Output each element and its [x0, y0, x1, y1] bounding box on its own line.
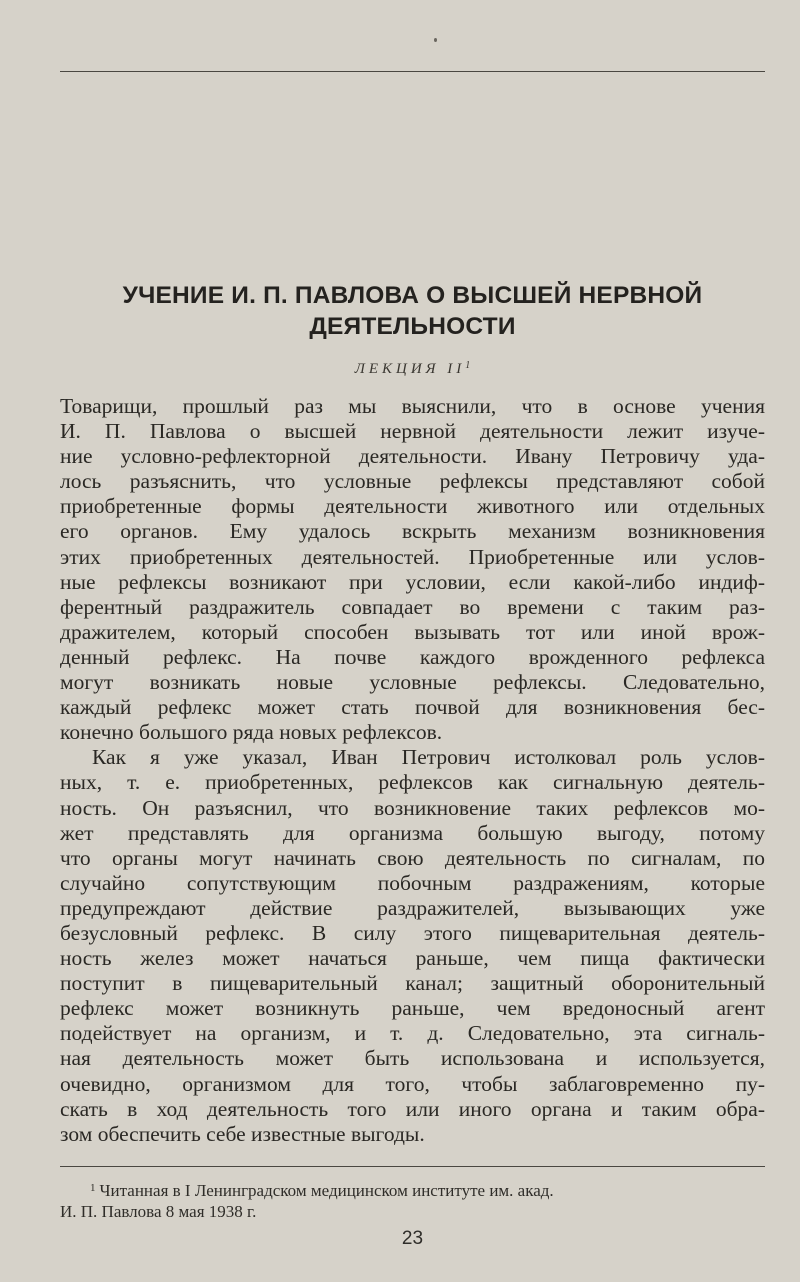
footnote-mark: 1: [90, 1182, 96, 1194]
body-line: ная деятельность может быть использована и используется,: [60, 1046, 765, 1071]
body-line: ферентный раздражитель совпадает во времени с таким раз-: [60, 594, 765, 619]
body-line: ние условно-рефлекторной деятельности. Ивану Петровичу уда-: [60, 444, 765, 469]
body-line: этих приобретенных деятельностей. Приобретенные или услов-: [60, 544, 765, 569]
page-title: УЧЕНИЕ И. П. ПАВЛОВА О ВЫСШЕЙ НЕРВНОЙ ДЕЯТЕЛЬНОСТИ: [122, 282, 703, 340]
body-line: его органов. Ему удалось вскрыть механизм возникновения: [60, 519, 765, 544]
body-line: безусловный рефлекс. В силу этого пищеварительная деятель-: [60, 920, 765, 945]
body-line: предупреждают действие раздражителей, вызывающих уже: [60, 895, 765, 920]
body-line: ность. Он разъяснил, что возникновение таких рефлексов мо-: [60, 795, 765, 820]
footnote-line: И. П. Павлова 8 мая 1938 г.: [60, 1202, 257, 1221]
body-line: ность желез может начаться раньше, чем пища фактически: [60, 946, 765, 971]
body-line: приобретенные формы деятельности животного или отдельных: [60, 494, 765, 519]
body-line: случайно сопутствующим побочным раздражениям, которые: [60, 870, 765, 895]
footnote: [60, 1177, 765, 1223]
body-line: очевидно, организмом для того, чтобы заблаговременно пу-: [60, 1071, 765, 1096]
body-line: Товарищи, прошлый раз мы выяснили, что в основе учения: [60, 394, 765, 418]
body-line: дражителем, который способен вызывать тот или иной врож-: [60, 619, 765, 644]
lecture-heading: [60, 360, 765, 378]
body-text: [60, 394, 765, 1147]
body-line: зом обеспечить себе известные выгоды.: [60, 1121, 425, 1146]
lecture-label: ЛЕКЦИЯ II: [354, 361, 466, 377]
body-line: поступит в пищеварительный канал; защитный оборонительный: [60, 971, 765, 996]
lecture-footnote-mark: 1: [465, 360, 471, 371]
body-line: Как я уже указал, Иван Петрович истолковал роль услов-: [92, 745, 765, 770]
page-number: 23: [401, 1228, 424, 1249]
body-line: денный рефлекс. На почве каждого врожденного рефлекса: [60, 644, 765, 669]
body-line: ных, т. е. приобретенных, рефлексов как сигнальную деятель-: [60, 770, 765, 795]
footnote-rule: [60, 1166, 765, 1167]
top-rule: [60, 71, 765, 72]
body-line: рефлекс может возникнуть раньше, чем вредоносный агент: [60, 996, 765, 1021]
body-line: что органы могут начинать свою деятельность по сигналам, по: [60, 845, 765, 870]
body-line: жет представлять для организма большую выгоду, потому: [60, 820, 765, 845]
body-line: ные рефлексы возникают при условии, если какой-либо индиф-: [60, 569, 765, 594]
paper-speck: [434, 38, 437, 42]
footnote-text: Читанная в I Ленинградском медицинском институте им. акад.: [99, 1181, 554, 1200]
footnote-line: [60, 1177, 765, 1200]
body-line: скать в ход деятельность того или иного органа и таким обра-: [60, 1096, 765, 1121]
body-line: могут возникать новые условные рефлексы. Следовательно,: [60, 670, 765, 695]
body-line: конечно большого ряда новых рефлексов.: [60, 720, 443, 745]
body-line: каждый рефлекс может стать почвой для возникновения бес-: [60, 695, 765, 720]
body-line: И. П. Павлова о высшей нервной деятельности лежит изуче-: [60, 419, 765, 444]
body-line: лось разъяснить, что условные рефлексы представляют собой: [60, 469, 765, 494]
body-line: подействует на организм, и т. д. Следовательно, эта сигналь-: [60, 1021, 765, 1046]
